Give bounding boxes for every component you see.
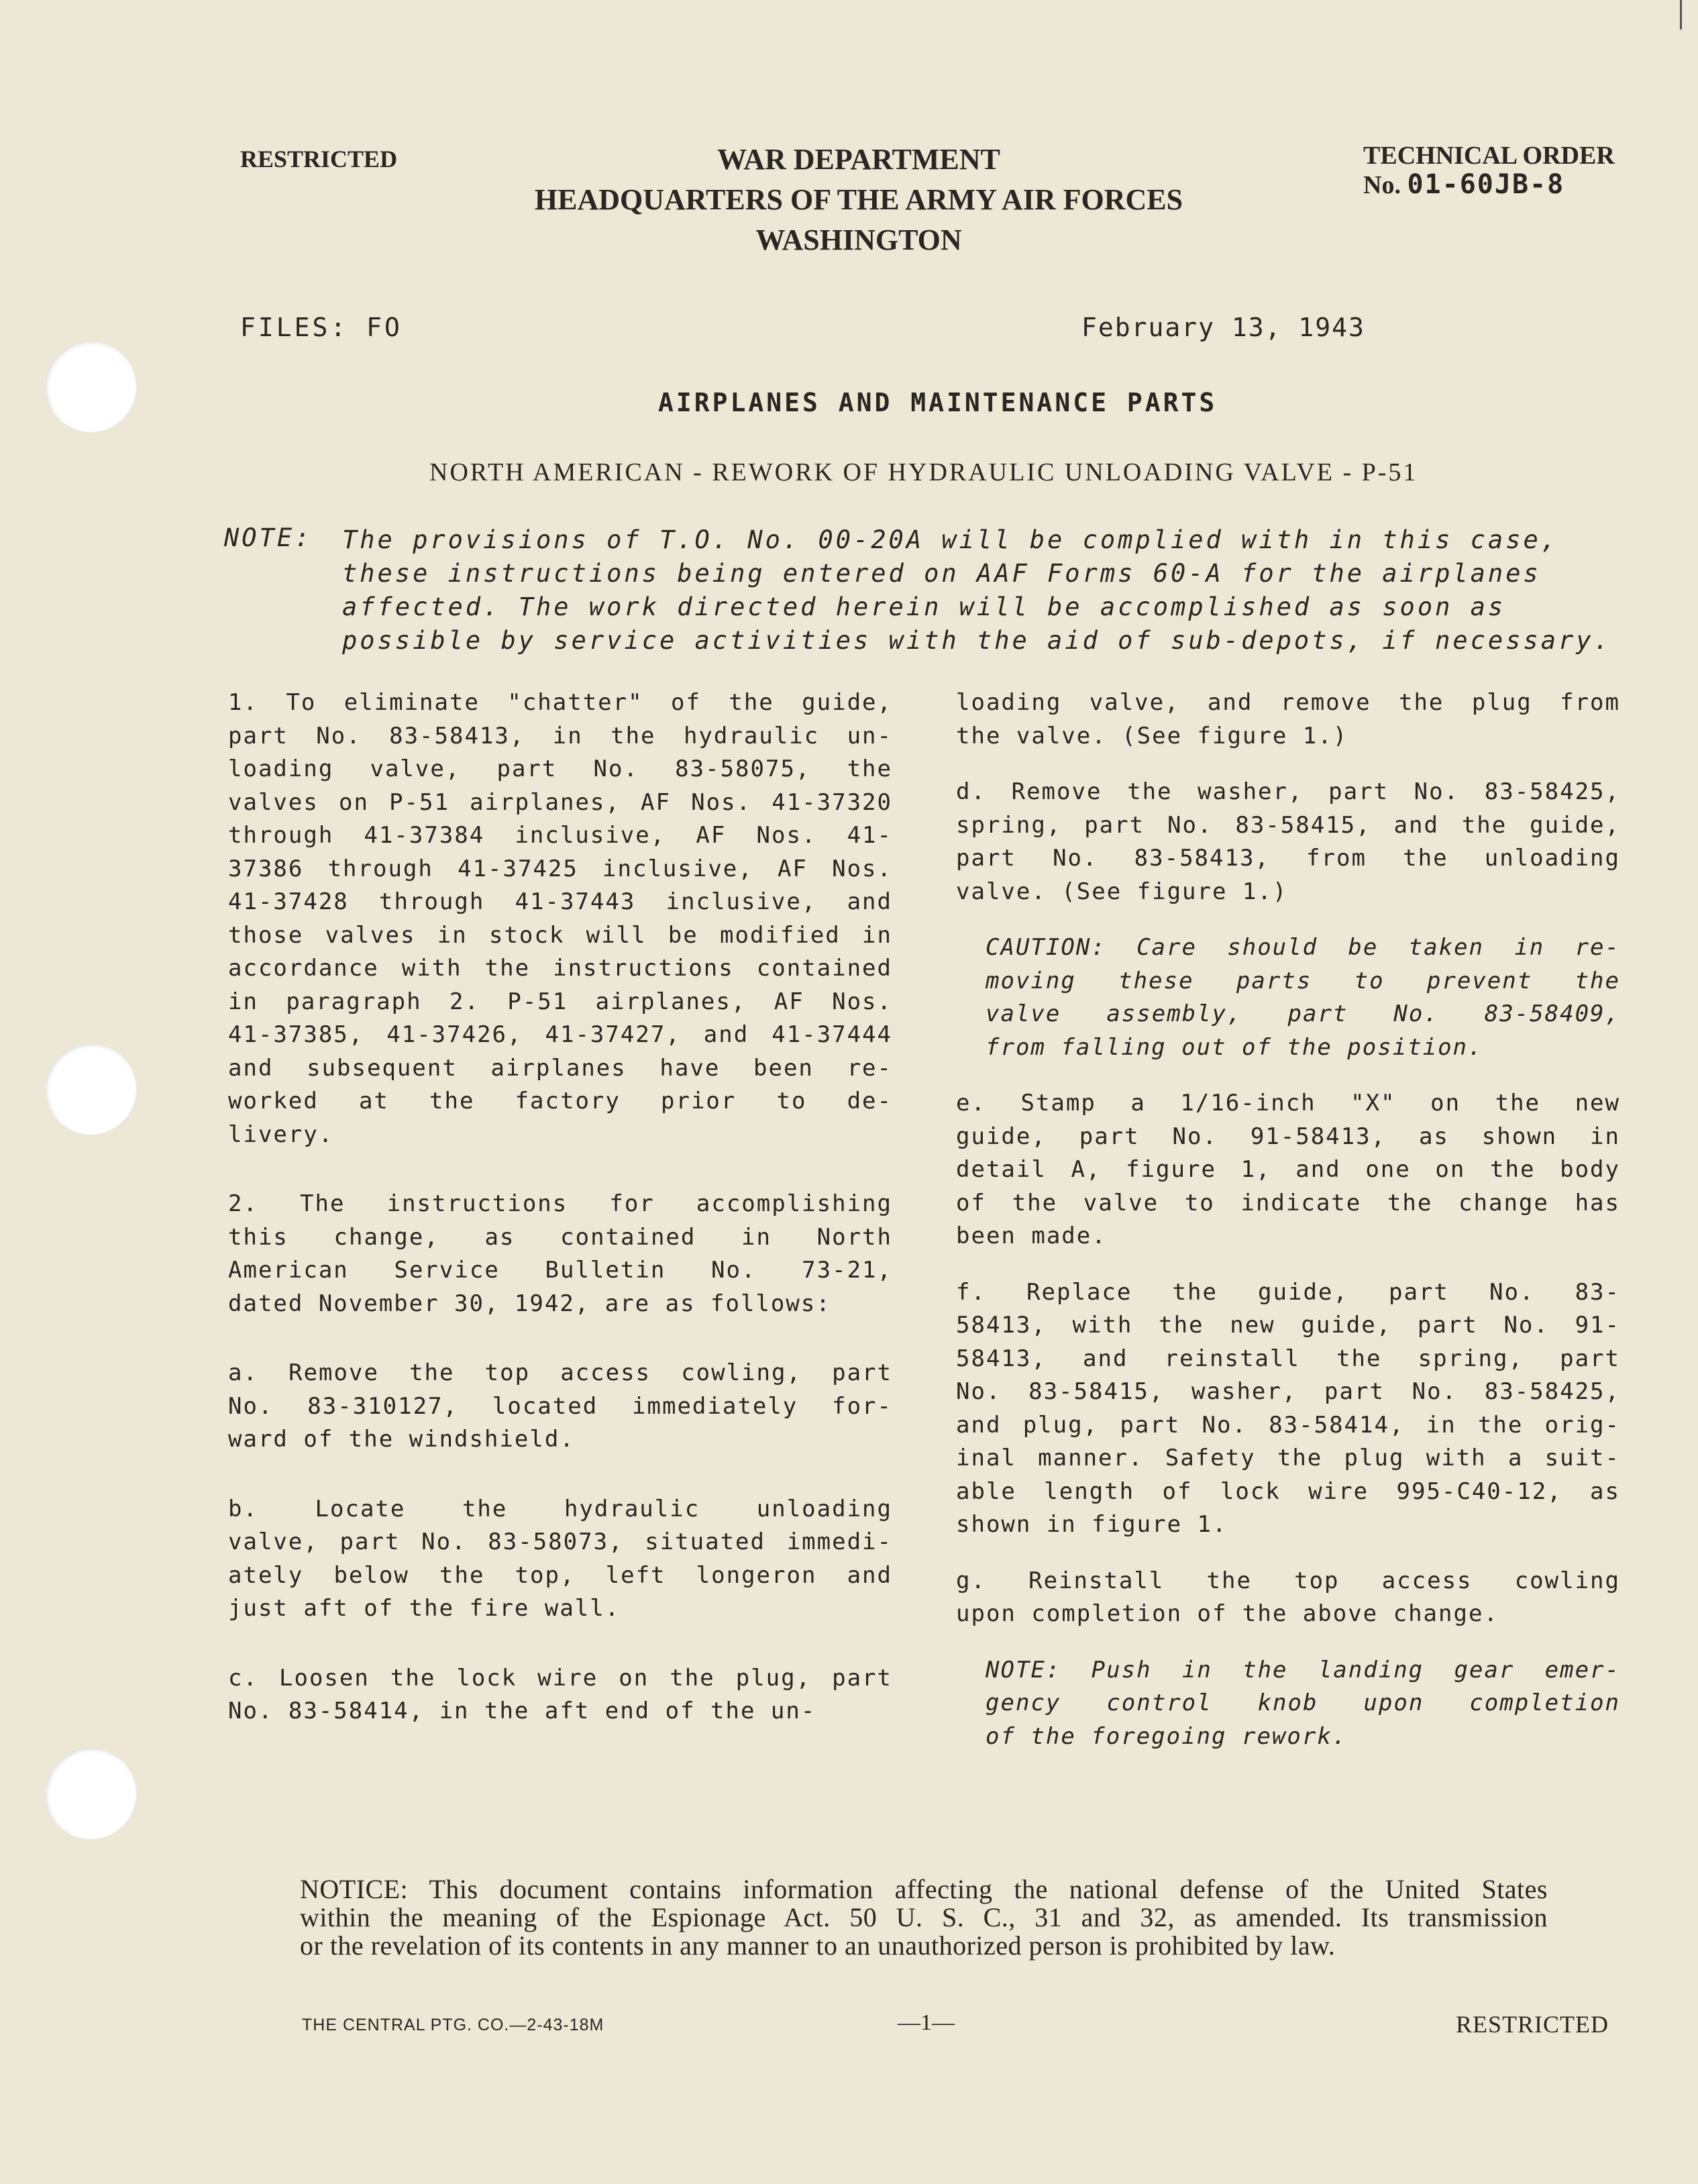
paragraph-line: 41-37385, 41-37426, 41-37427, and 41-37444 <box>228 1021 892 1048</box>
paragraph-line: e. Stamp a 1/16-inch "X" on the new <box>956 1090 1620 1116</box>
issuing-department <box>523 140 1194 260</box>
paragraph-line: through 41-37384 inclusive, AF Nos. 41- <box>228 822 892 849</box>
paragraph-line: accordance with the instructions contained <box>228 955 892 982</box>
security-notice <box>300 1875 1548 1960</box>
paragraph-line: 58413, and reinstall the spring, part <box>956 1345 1620 1372</box>
paragraph <box>956 1565 1620 1631</box>
paragraph-line: American Service Bulletin No. 73-21, <box>228 1257 892 1284</box>
paragraph-line: d. Remove the washer, part No. 83-58425, <box>956 778 1620 805</box>
page-edge-mark <box>1680 0 1682 30</box>
dept-line: WAR DEPARTMENT <box>717 143 1000 176</box>
classification-marking-bottom: RESTRICTED <box>1456 2011 1609 2038</box>
binder-hole-1 <box>45 341 136 432</box>
paragraph-line: 37386 through 41-37425 inclusive, AF Nos. <box>228 855 892 882</box>
technical-order-number <box>1363 169 1564 200</box>
paragraph <box>228 1188 892 1320</box>
paragraph-line: and subsequent airplanes have been re- <box>228 1054 892 1082</box>
paragraph-line: 58413, with the new guide, part No. 91- <box>956 1312 1620 1339</box>
paragraph-line: No. 83-58414, in the aft end of the un- <box>228 1698 816 1724</box>
paragraph-line: been made. <box>956 1223 1107 1249</box>
paragraph-line: ward of the windshield. <box>228 1426 575 1453</box>
paragraph-line: g. Reinstall the top access cowling <box>956 1567 1620 1594</box>
notice-line: within the meaning of the Espionage Act. 50 U. S. C., 31 and 32, as amended. Its transmission <box>300 1902 1548 1932</box>
paragraph-line: inal manner. Safety the plug with a suit- <box>956 1445 1620 1471</box>
files-reference: FILES: FO <box>240 313 403 342</box>
paragraph-line: this change, as contained in North <box>228 1223 892 1251</box>
note-label: NOTE: <box>224 523 313 552</box>
paragraph-line: loading valve, part No. 83-58075, the <box>228 756 892 782</box>
paragraph-line: 2. The instructions for accomplishing <box>228 1190 892 1217</box>
note-text <box>342 523 1611 658</box>
paragraph-line: in paragraph 2. P-51 airplanes, AF Nos. <box>228 988 892 1015</box>
dept-line: WASHINGTON <box>755 223 962 256</box>
paragraph-line: moving these parts to prevent the <box>986 967 1620 994</box>
printer-imprint: THE CENTRAL PTG. CO.—2-43-18M <box>302 2016 604 2034</box>
paragraph-line: and plug, part No. 83-58414, in the orig- <box>956 1411 1620 1439</box>
note-line: The provisions of T.O. No. 00-20A will be complied with in this case, <box>342 525 1559 554</box>
paragraph-line: valve. (See figure 1.) <box>956 878 1288 905</box>
paragraph <box>956 776 1620 908</box>
paragraph-line: of the valve to indicate the change has <box>956 1189 1620 1216</box>
paragraph-line: gency control knob upon completion <box>986 1689 1620 1716</box>
paragraph <box>228 1357 892 1457</box>
technical-order-label: TECHNICAL ORDER <box>1363 142 1615 170</box>
caution-paragraph <box>986 1654 1620 1754</box>
paragraph-line: valve, part No. 83-58073, situated immedi- <box>228 1528 892 1555</box>
paragraph-line: 41-37428 through 41-37443 inclusive, and <box>228 888 892 915</box>
document-heading: AIRPLANES AND MAINTENANCE PARTS <box>658 388 1218 417</box>
paragraph-line: livery. <box>228 1121 334 1148</box>
paragraph-line: worked at the factory prior to de- <box>228 1088 892 1114</box>
note-line: affected. The work directed herein will be accomplished as soon as <box>342 592 1506 621</box>
paragraph <box>956 1087 1620 1253</box>
paragraph-line: part No. 83-58413, from the unloading <box>956 845 1620 872</box>
paragraph-line: ately below the top, left longeron and <box>228 1561 892 1589</box>
paragraph-line: NOTE: Push in the landing gear emer- <box>986 1656 1620 1683</box>
paragraph-line: upon completion of the above change. <box>956 1600 1499 1627</box>
paragraph <box>956 686 1620 753</box>
paragraph-line: spring, part No. 83-58415, and the guide, <box>956 811 1620 839</box>
right-column <box>956 686 1620 1776</box>
paragraph-line: b. Locate the hydraulic unloading <box>228 1495 892 1522</box>
paragraph-line: guide, part No. 91-58413, as shown in <box>956 1123 1620 1150</box>
paragraph-line: 1. To eliminate "chatter" of the guide, <box>228 689 892 716</box>
paragraph-line: No. 83-310127, located immediately for- <box>228 1392 892 1420</box>
paragraph-line: from falling out of the position. <box>986 1033 1483 1061</box>
paragraph-line: loading valve, and remove the plug from <box>956 689 1620 716</box>
document-date: February 13, 1943 <box>1081 313 1365 342</box>
paragraph-line: able length of lock wire 995-C40-12, as <box>956 1477 1620 1505</box>
paragraph-line: valve assembly, part No. 83-58409, <box>986 1000 1620 1027</box>
dept-line: HEADQUARTERS OF THE ARMY AIR FORCES <box>534 183 1183 216</box>
paragraph-line: detail A, figure 1, and one on the body <box>956 1156 1620 1183</box>
document-subheading: NORTH AMERICAN - REWORK OF HYDRAULIC UNLOADING VALVE - P-51 <box>429 458 1418 486</box>
binder-hole-2 <box>45 1043 136 1135</box>
paragraph-line: those valves in stock will be modified in <box>228 921 892 949</box>
notice-line: NOTICE: This document contains information affecting the national defense of the United States <box>300 1874 1548 1904</box>
paragraph-line: c. Loosen the lock wire on the plug, part <box>228 1664 892 1692</box>
caution-paragraph <box>986 931 1620 1064</box>
paragraph-line: CAUTION: Care should be taken in re- <box>986 934 1620 961</box>
paragraph-line: of the foregoing rework. <box>986 1722 1348 1750</box>
technical-order-number-value: 01-60JB-8 <box>1407 169 1565 200</box>
paragraph-line: part No. 83-58413, in the hydraulic un- <box>228 722 892 749</box>
classification-marking-top: RESTRICTED <box>240 146 398 172</box>
note-line: possible by service activities with the aid of sub-depots, if necessary. <box>342 626 1611 655</box>
page-number: —1— <box>898 2010 955 2035</box>
paragraph <box>228 686 892 1151</box>
paragraph-line: No. 83-58415, washer, part No. 83-58425, <box>956 1378 1620 1405</box>
paragraph-line: the valve. (See figure 1.) <box>956 722 1348 749</box>
left-column <box>228 686 892 1751</box>
paragraph-line: just aft of the fire wall. <box>228 1595 621 1622</box>
binder-hole-3 <box>45 1748 136 1839</box>
notice-line: or the revelation of its contents in any manner to an unauthorized person is prohibited by law. <box>300 1930 1336 1961</box>
paragraph-line: dated November 30, 1942, are as follows: <box>228 1290 831 1317</box>
paragraph <box>956 1276 1620 1542</box>
paragraph-line: shown in figure 1. <box>956 1511 1228 1538</box>
paragraph <box>228 1662 892 1728</box>
paragraph-line: valves on P-51 airplanes, AF Nos. 41-37320 <box>228 788 892 816</box>
note-line: these instructions being entered on AAF Forms 60-A for the airplanes <box>342 559 1541 588</box>
paragraph <box>228 1493 892 1626</box>
paragraph-line: f. Replace the guide, part No. 83- <box>956 1278 1620 1306</box>
technical-order-no-prefix: No. <box>1363 171 1401 199</box>
paragraph-line: a. Remove the top access cowling, part <box>228 1359 892 1386</box>
